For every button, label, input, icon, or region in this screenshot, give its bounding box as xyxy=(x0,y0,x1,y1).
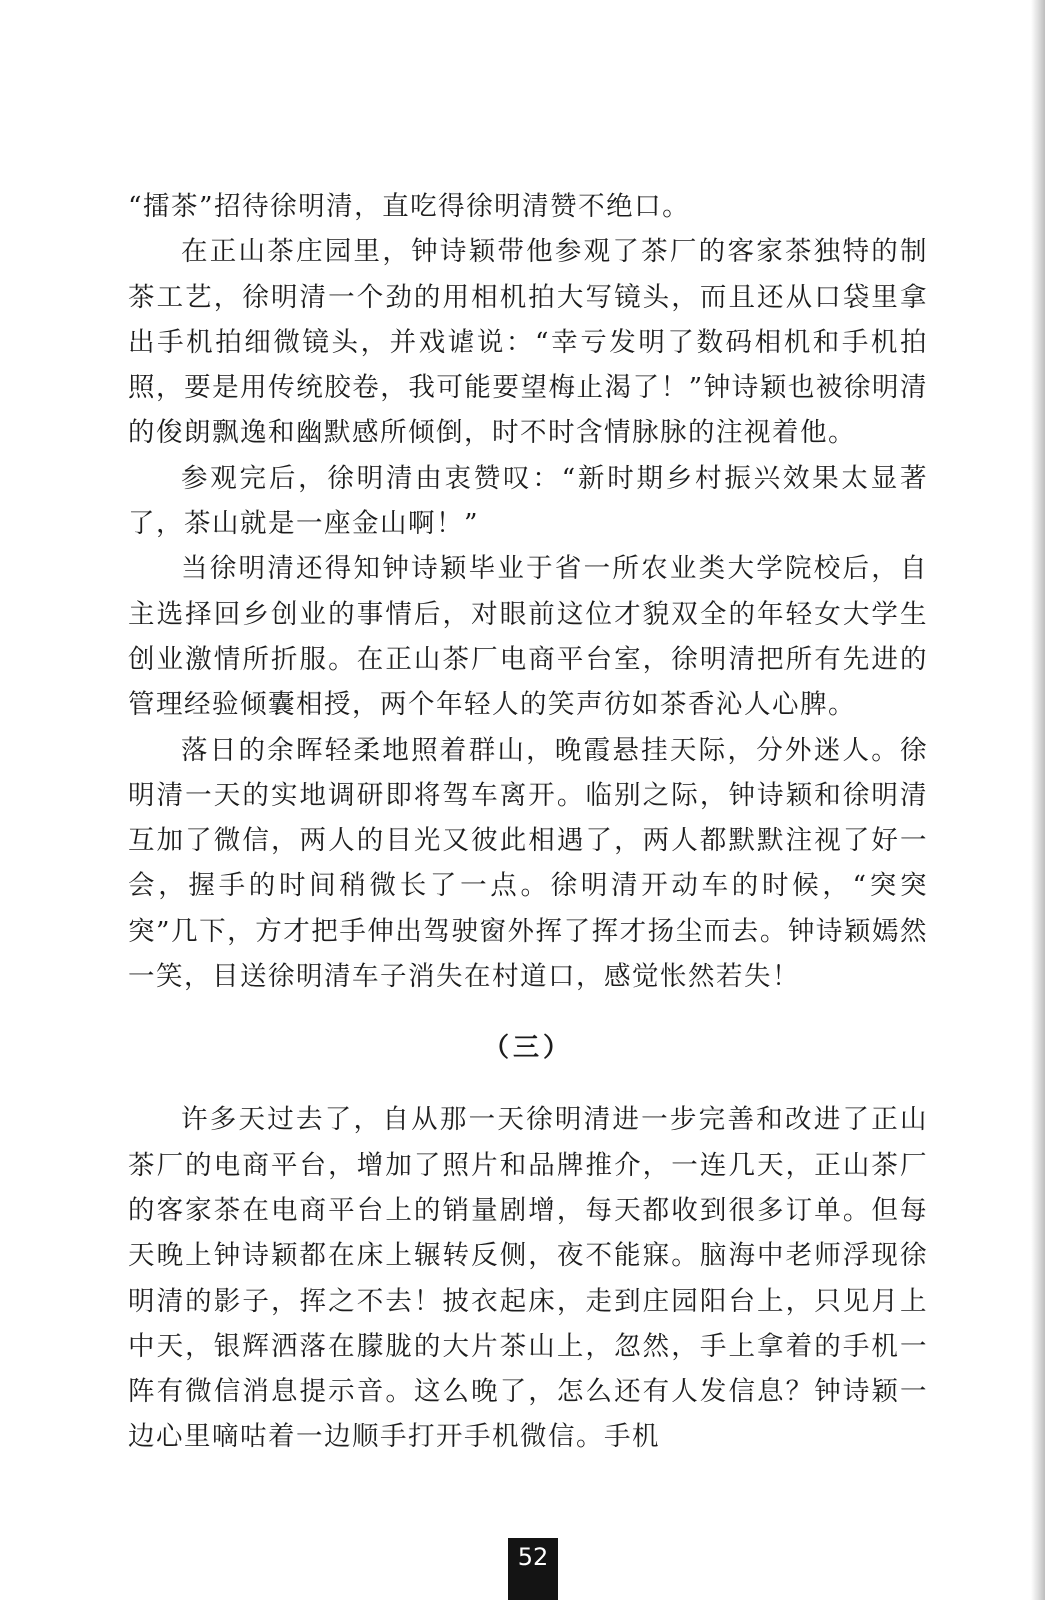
paragraph-5: 落日的余晖轻柔地照着群山，晚霞悬挂天际，分外迷人。徐明清一天的实地调研即将驾车离开。临别之际，钟诗颖和徐明清互加了微信，两人的目光又彼此相遇了，两人都默默注视了好一会，握手的时间稍微长了一点。徐明清开动车的时候，“突突突”几下，方才把手伸出驾驶窗外挥了挥才扬尘而去。钟诗颖嫣然一笑，目送徐明清车子消失在村道口，感觉怅然若失！ xyxy=(128,734,928,993)
section-heading: （三） xyxy=(482,1033,573,1064)
paragraph-4: 当徐明清还得知钟诗颖毕业于省一所农业类大学院校后，自主选择回乡创业的事情后，对眼前这位才貌双全的年轻女大学生创业激情所折服。在正山茶厂电商平台室，徐明清把所有先进的管理经验倾囊相授，两个年轻人的笑声彷如茶香沁人心脾。 xyxy=(128,553,928,721)
page-number: 52 xyxy=(508,1538,558,1600)
page-edge-shadow xyxy=(1031,0,1045,1600)
paragraph-1: “擂茶”招待徐明清，直吃得徐明清赞不绝口。 xyxy=(128,191,691,222)
paragraph-3: 参观完后，徐明清由衷赞叹：“新时期乡村振兴效果太显著了，茶山就是一座金山啊！” xyxy=(128,462,928,540)
paragraph-2: 在正山茶庄园里，钟诗颖带他参观了茶厂的客家茶独特的制茶工艺，徐明清一个劲的用相机拍大写镜头，而且还从口袋里拿出手机拍细微镜头，并戏谑说：“幸亏发明了数码相机和手机拍照，要是用传统胶卷，我可能要望梅止渴了！”钟诗颖也被徐明清的俊朗飘逸和幽默感所倾倒，时不时含情脉脉的注视着他。 xyxy=(128,236,928,449)
section-paragraph-1: 许多天过去了，自从那一天徐明清进一步完善和改进了正山茶厂的电商平台，增加了照片和品牌推介，一连几天，正山茶厂的客家茶在电商平台上的销量剧增，每天都收到很多订单。但每天晚上钟诗颖都在床上辗转反侧，夜不能寐。脑海中老师浮现徐明清的影子，挥之不去！披衣起床，走到庄园阳台上，只见月上中天，银辉洒落在朦胧的大片茶山上，忽然，手上拿着的手机一阵有微信消息提示音。这么晚了，怎么还有人发信息？钟诗颖一边心里嘀咕着一边顺手打开手机微信。手机 xyxy=(128,1104,928,1453)
body-text xyxy=(128,184,928,1460)
